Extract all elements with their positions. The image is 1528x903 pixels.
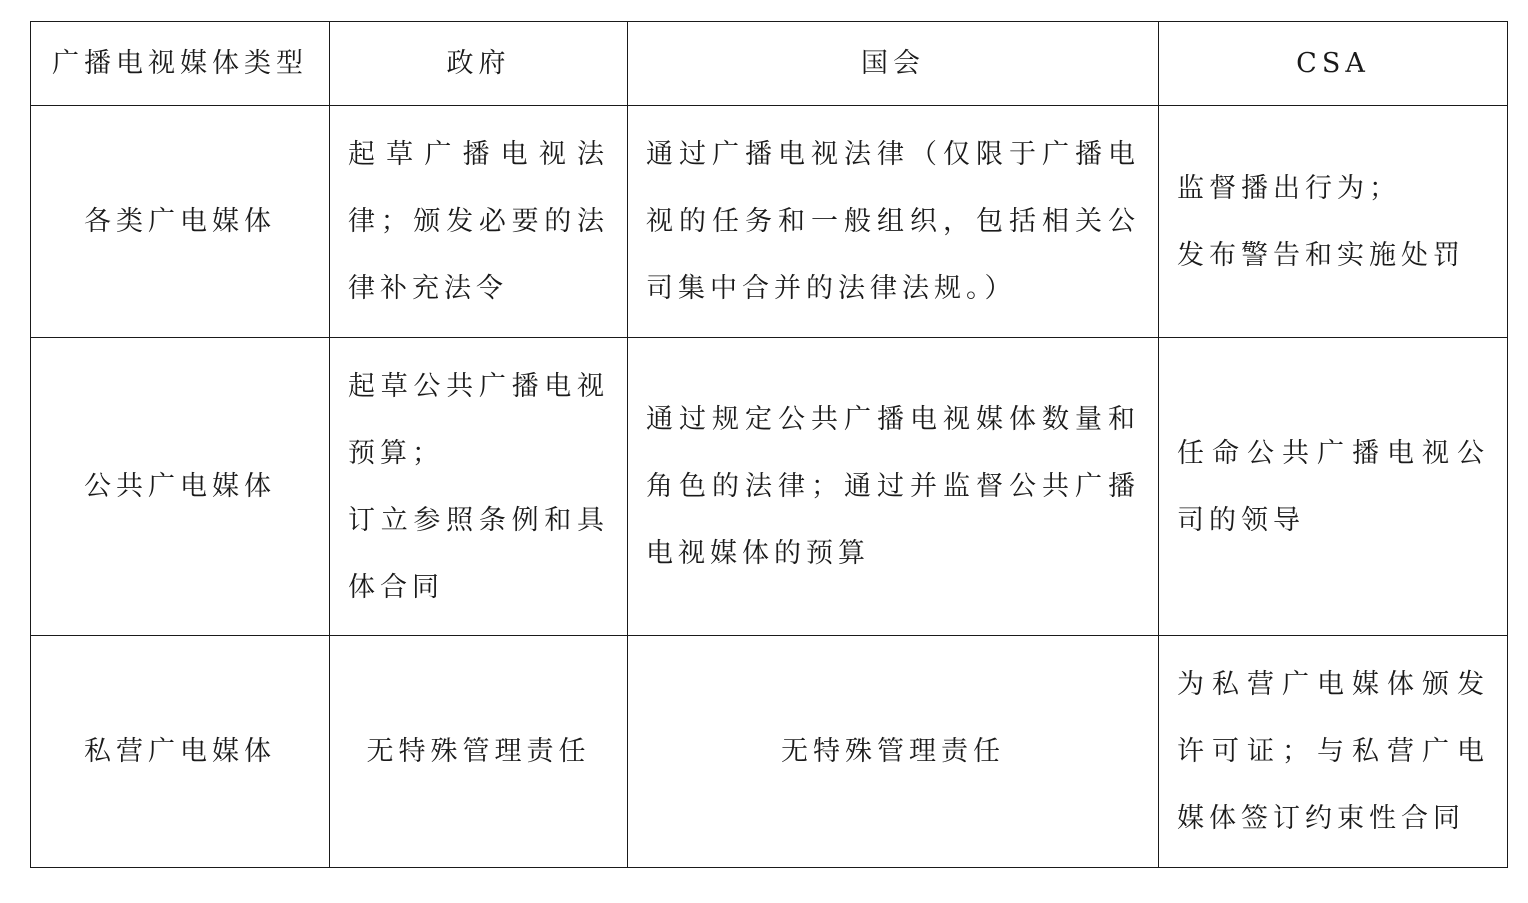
header-csa: CSA — [1159, 22, 1508, 106]
header-government: 政府 — [330, 22, 628, 106]
cell-government-line: 起草公共广播电视预算； — [348, 370, 609, 469]
table-row — [31, 636, 1508, 868]
cell-media-type: 公共广电媒体 — [31, 338, 330, 636]
header-parliament: 国会 — [628, 22, 1159, 106]
table-row — [31, 106, 1508, 338]
cell-government-line: 订立参照条例和具体合同 — [348, 504, 609, 603]
cell-government: 无特殊管理责任 — [330, 636, 628, 868]
regulation-table — [30, 21, 1508, 868]
cell-csa-line: 发布警告和实施处罚 — [1177, 239, 1465, 271]
cell-government: 起草广播电视法律；颁发必要的法律补充法令 — [330, 106, 628, 338]
cell-csa-line: 监督播出行为； — [1177, 172, 1401, 204]
cell-parliament: 通过规定公共广播电视媒体数量和角色的法律；通过并监督公共广播电视媒体的预算 — [628, 338, 1159, 636]
cell-parliament: 无特殊管理责任 — [628, 636, 1159, 868]
header-media-type: 广播电视媒体类型 — [31, 22, 330, 106]
cell-csa — [1159, 106, 1508, 338]
cell-csa: 为私营广电媒体颁发许可证；与私营广电媒体签订约束性合同 — [1159, 636, 1508, 868]
cell-media-type: 各类广电媒体 — [31, 106, 330, 338]
table-header-row — [31, 22, 1508, 106]
table-row — [31, 338, 1508, 636]
cell-media-type: 私营广电媒体 — [31, 636, 330, 868]
cell-csa: 任命公共广播电视公司的领导 — [1159, 338, 1508, 636]
cell-government — [330, 338, 628, 636]
cell-parliament: 通过广播电视法律（仅限于广播电视的任务和一般组织，包括相关公司集中合并的法律法规。） — [628, 106, 1159, 338]
